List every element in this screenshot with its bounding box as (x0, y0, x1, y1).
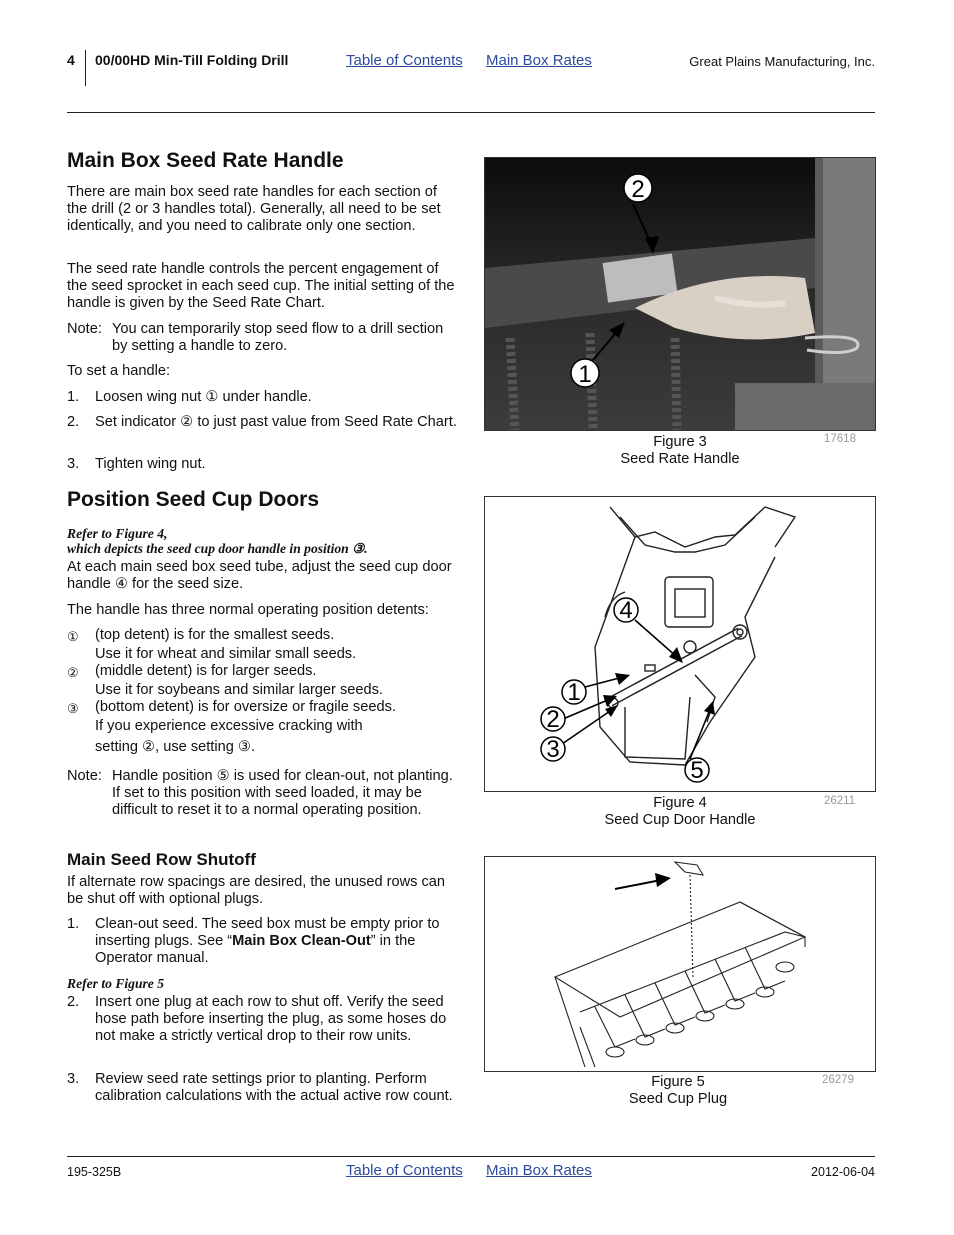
step-text (95, 916, 457, 967)
paragraph: At each main seed box seed tube, adjust the seed cup door handle ④ for the seed size. (67, 559, 452, 592)
step-text: Loosen wing nut ① under handle. (95, 389, 312, 405)
figure-5-drawing (484, 856, 876, 1072)
step-text-part: Clean-out seed. The seed box must be empty prior to inserting plugs. See “ (95, 916, 440, 949)
paragraph: If alternate row spacings are desired, the unused rows can be shut off with optional plugs. (67, 874, 446, 907)
seed-cup-door-illustration (485, 497, 875, 791)
step-number: 1. (67, 389, 80, 405)
seed-rate-handle-illustration (485, 158, 875, 430)
figure-5-caption: Seed Cup Plug (628, 1091, 728, 1107)
doc-number: 195-325B (67, 1165, 122, 1179)
page-number: 4 (67, 52, 75, 68)
figure-4-label: Figure 4 (653, 795, 707, 811)
step-number: 1. (67, 916, 80, 932)
step-text: Insert one plug at each row to shut off. Verify the seed hose path before inserting the plug, as some hoses do not make a strictly vertical drop to their row units. (95, 994, 447, 1044)
paragraph: The seed rate handle controls the percent engagement of the seed sprocket in each seed cup. The initial setting of the handle is given by the Seed Rate Chart. (67, 261, 455, 311)
company-name: Great Plains Manufacturing, Inc. (689, 54, 875, 69)
section-title-seed-cup-doors: Position Seed Cup Doors (67, 488, 320, 511)
step-number: 2. (67, 414, 80, 430)
step-number: 3. (67, 456, 80, 472)
detent-symbol: ① (67, 629, 79, 644)
figure-4-callout-2: 2 (546, 706, 560, 733)
section-title-seed-rate-handle: Main Box Seed Rate Handle (67, 149, 344, 172)
figure-reference: Refer to Figure 4, (67, 526, 168, 541)
note-label: Note: (67, 768, 102, 784)
figure-3-id: 17618 (824, 433, 856, 445)
cross-reference: Main Box Clean-Out (232, 933, 371, 949)
detent-text: setting ②, use setting ③. (95, 739, 256, 755)
note-text: You can temporarily stop seed flow to a drill section by setting a handle to zero. (112, 321, 444, 354)
detent-text: (bottom detent) is for oversize or fragile seeds. (95, 699, 396, 715)
note-label: Note: (67, 321, 102, 337)
publish-date: 2012-06-04 (811, 1165, 875, 1179)
step-text: Set indicator ② to just past value from Seed Rate Chart. (95, 414, 457, 430)
detent-text: Use it for soybeans and similar larger seeds. (95, 682, 383, 698)
figure-3-callout-1: 1 (578, 361, 592, 388)
header-rule (67, 112, 875, 113)
footer-toc-link[interactable]: Table of Contents (346, 1162, 463, 1179)
detent-text: (middle detent) is for larger seeds. (95, 663, 317, 679)
figure-3-photo (484, 157, 876, 431)
detent-text: (top detent) is for the smallest seeds. (95, 627, 335, 643)
figure-3-caption: Seed Rate Handle (620, 451, 740, 467)
figure-4-id: 26211 (824, 795, 856, 807)
figure-4-callout-1: 1 (567, 679, 581, 706)
figure-4-callout-3: 3 (546, 736, 560, 763)
figure-4-drawing (484, 496, 876, 792)
footer-rates-link[interactable]: Main Box Rates (486, 1162, 592, 1179)
step-number: 2. (67, 994, 80, 1010)
paragraph: The handle has three normal operating position detents: (67, 602, 429, 618)
doc-title: 00/00HD Min-Till Folding Drill (95, 52, 289, 68)
figure-reference: which depicts the seed cup door handle in position ③. (67, 541, 368, 556)
paragraph: There are main box seed rate handles for each section of the drill (2 or 3 handles total). Generally, all need to be set identically, and you need to calibrate only one section. (67, 184, 441, 234)
step-number: 3. (67, 1071, 80, 1087)
figure-reference: Refer to Figure 5 (67, 976, 165, 991)
figure-4-callout-5: 5 (690, 757, 704, 784)
detent-text: Use it for wheat and similar small seeds. (95, 646, 357, 662)
header-toc-link[interactable]: Table of Contents (346, 52, 463, 69)
subsection-title-row-shutoff: Main Seed Row Shutoff (67, 850, 256, 869)
header-rates-link[interactable]: Main Box Rates (486, 52, 592, 69)
header-divider (85, 50, 86, 86)
figure-3-label: Figure 3 (653, 434, 707, 450)
detent-text: If you experience excessive cracking with (95, 718, 363, 734)
footer-rule (67, 1156, 875, 1157)
paragraph: To set a handle: (67, 363, 171, 379)
figure-5-label: Figure 5 (651, 1074, 705, 1090)
step-text-part: ” in the Operator manual. (95, 933, 416, 966)
detent-symbol: ③ (67, 701, 79, 716)
figure-4-caption: Seed Cup Door Handle (604, 812, 756, 828)
detent-symbol: ② (67, 665, 79, 680)
seed-cup-plug-illustration (485, 857, 875, 1071)
step-text: Tighten wing nut. (95, 456, 206, 472)
figure-5-id: 26279 (822, 1074, 854, 1086)
figure-3-callout-2: 2 (631, 176, 645, 203)
step-text: Review seed rate settings prior to planting. Perform calibration calculations with the actual active row count. (95, 1071, 453, 1104)
note-text: Handle position ⑤ is used for clean-out, not planting. If set to this position with seed loaded, it may be difficult to reset it to a normal operating position. (112, 768, 453, 818)
figure-4-callout-4: 4 (619, 597, 633, 624)
